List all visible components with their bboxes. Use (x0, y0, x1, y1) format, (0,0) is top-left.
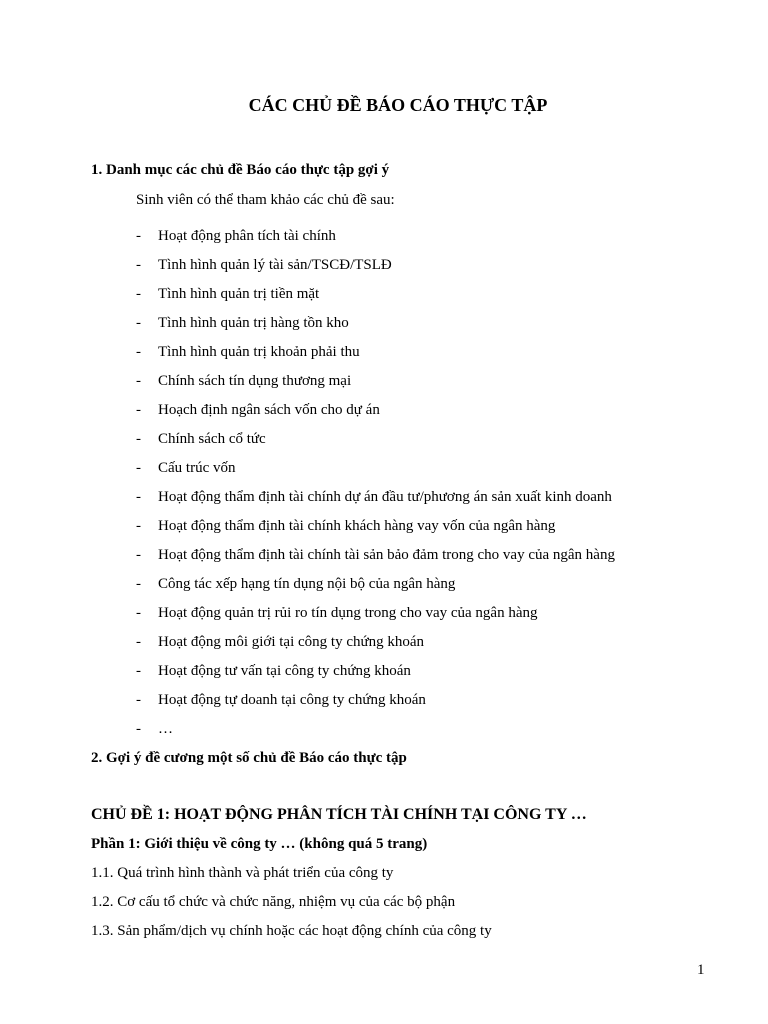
list-bullet: - (136, 228, 141, 244)
page-number: 1 (697, 962, 705, 978)
list-bullet: - (136, 663, 141, 679)
list-item-text: Hoạt động thẩm định tài chính dự án đầu tư/phương án sản xuất kinh doanh (158, 489, 612, 505)
list-item-text: Hoạt động quản trị rủi ro tín dụng trong cho vay của ngân hàng (158, 605, 538, 621)
list-bullet: - (136, 286, 141, 302)
list-bullet: - (136, 402, 141, 418)
section-2-heading: 2. Gợi ý đề cương một số chủ đề Báo cáo thực tập (91, 750, 407, 766)
list-bullet: - (136, 692, 141, 708)
list-bullet: - (136, 547, 141, 563)
list-bullet: - (136, 257, 141, 273)
list-item-text: Hoạt động môi giới tại công ty chứng khoán (158, 634, 425, 650)
list-bullet: - (136, 373, 141, 389)
list-item-text: Tình hình quản trị khoản phải thu (158, 344, 360, 360)
list-item-text: Hoạt động tự doanh tại công ty chứng khoán (158, 692, 426, 708)
list-item-text: Chính sách cổ tức (158, 431, 266, 447)
list-bullet: - (136, 576, 141, 592)
list-bullet: - (136, 315, 141, 331)
list-item-text: Tình hình quản trị tiền mặt (158, 286, 320, 302)
list-bullet: - (136, 489, 141, 505)
list-item-text: Cấu trúc vốn (158, 460, 236, 476)
list-item-text: Tình hình quản trị hàng tồn kho (158, 315, 349, 331)
list-item-text: Hoạt động thẩm định tài chính khách hàng vay vốn của ngân hàng (158, 518, 556, 534)
list-bullet: - (136, 518, 141, 534)
list-bullet: - (136, 605, 141, 621)
outline-line: 1.3. Sản phẩm/dịch vụ chính hoặc các hoạt động chính của công ty (91, 923, 492, 939)
list-bullet: - (136, 721, 141, 737)
list-item-text: Hoạt động phân tích tài chính (158, 228, 336, 244)
outline-line: 1.1. Quá trình hình thành và phát triển của công ty (91, 865, 394, 881)
list-item-text: Tình hình quản lý tài sản/TSCĐ/TSLĐ (158, 257, 392, 273)
list-item-text: Hoạt động thẩm định tài chính tài sản bảo đảm trong cho vay của ngân hàng (158, 547, 615, 563)
list-bullet: - (136, 431, 141, 447)
list-bullet: - (136, 344, 141, 360)
topic-1-heading: CHỦ ĐỀ 1: HOẠT ĐỘNG PHÂN TÍCH TÀI CHÍNH TẠI CÔNG TY … (91, 806, 587, 823)
list-item-text: Công tác xếp hạng tín dụng nội bộ của ngân hàng (158, 576, 456, 592)
section-1-intro: Sinh viên có thể tham khảo các chủ đề sau: (136, 192, 395, 208)
list-item-text: Hoạch định ngân sách vốn cho dự án (158, 402, 380, 418)
part-1-heading: Phần 1: Giới thiệu về công ty … (không quá 5 trang) (91, 836, 428, 852)
list-bullet: - (136, 634, 141, 650)
document-title: CÁC CHỦ ĐỀ BÁO CÁO THỰC TẬP (248, 95, 548, 115)
outline-line: 1.2. Cơ cấu tổ chức và chức năng, nhiệm vụ của các bộ phận (91, 894, 456, 910)
section-1-heading: 1. Danh mục các chủ đề Báo cáo thực tập gợi ý (91, 162, 390, 178)
list-item-text: … (158, 721, 173, 737)
list-bullet: - (136, 460, 141, 476)
list-item-text: Hoạt động tư vấn tại công ty chứng khoán (158, 663, 411, 679)
list-item-text: Chính sách tín dụng thương mại (158, 373, 352, 389)
